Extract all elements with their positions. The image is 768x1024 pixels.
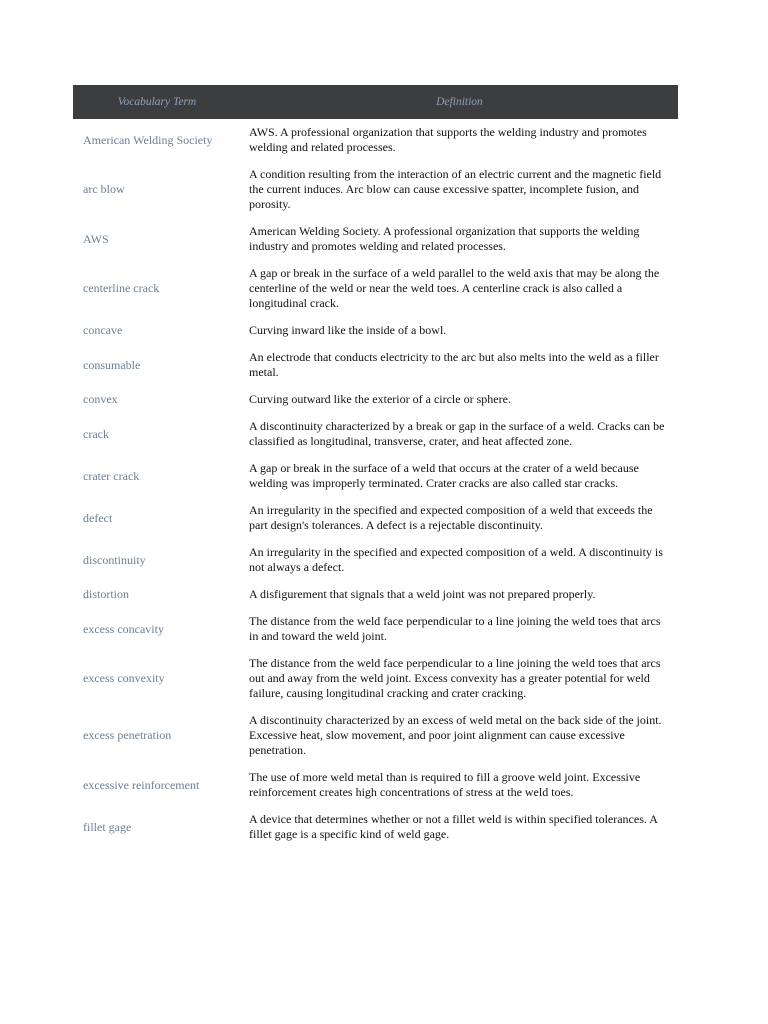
table-row [73,650,678,707]
definition-cell: A disfigurement that signals that a weld joint was not prepared properly. [249,587,596,601]
header-definition: Definition [241,85,678,119]
definition-cell: American Welding Society. A professional organization that supports the welding industry and promotes welding and related processes. [249,224,640,253]
term-cell: distortion [83,587,130,601]
term-cell: excess concavity [83,621,164,636]
term-cell: crater crack [83,468,140,483]
table-row [73,497,678,539]
definition-cell: A device that determines whether or not a fillet weld is within specified tolerances. A fillet gage is a specific kind of weld gage. [249,812,658,841]
table-row [73,539,678,581]
table-row [73,806,678,848]
table-row [73,707,678,764]
term-cell: defect [83,510,113,525]
term-cell: convex [83,392,118,406]
table-row [73,119,678,161]
definition-cell: The distance from the weld face perpendicular to a line joining the weld toes that arcs out and away from the weld joint. Excess convexity has a greater potential for weld failure, causing longitudinal cracking and crater cracking. [249,656,661,700]
term-cell: arc blow [83,182,125,196]
table-row [73,260,678,317]
definition-cell: A gap or break in the surface of a weld parallel to the weld axis that may be along the centerline of the weld or near the weld toes. A centerline crack is also called a longitudinal crack. [249,266,660,310]
definition-cell: An irregularity in the specified and expected composition of a weld. A discontinuity is not always a defect. [249,545,663,574]
term-cell: fillet gage [83,819,132,834]
table-row [73,161,678,218]
term-cell: AWS [83,231,109,246]
definition-cell: A gap or break in the surface of a weld that occurs at the crater of a weld because welding was improperly terminated. Crater cracks are also called star cracks. [249,461,639,490]
table-row [73,344,678,386]
table-row [73,413,678,455]
definition-cell: An electrode that conducts electricity to the arc but also melts into the weld as a filler metal. [249,350,659,379]
term-cell: discontinuity [83,552,146,567]
table-row [73,608,678,650]
term-cell: concave [83,323,123,337]
table-body [73,119,678,848]
table-row [73,218,678,260]
table-row [73,581,678,608]
definition-cell: An irregularity in the specified and expected composition of a weld that exceeds the part design's tolerances. A defect is a rejectable discontinuity. [249,503,653,532]
vocabulary-table [73,85,678,848]
table-row [73,455,678,497]
definition-cell: Curving inward like the inside of a bowl. [249,323,447,337]
definition-cell: A condition resulting from the interaction of an electric current and the magnetic field the current induces. Arc blow can cause excessive spatter, incomplete fusion, and porosity. [249,167,662,211]
definition-cell: A discontinuity characterized by a break or gap in the surface of a weld. Cracks can be classified as longitudinal, transverse, crater, and heat affected zone. [249,419,665,448]
definition-cell: Curving outward like the exterior of a circle or sphere. [249,392,511,406]
definition-cell: A discontinuity characterized by an excess of weld metal on the back side of the joint. Excessive heat, slow movement, and poor joint alignment can cause excessive penetration. [249,713,662,757]
term-cell: American Welding Society [83,132,213,147]
term-cell: consumable [83,357,141,372]
term-cell: crack [83,426,109,441]
header-vocabulary-term: Vocabulary Term [73,85,241,119]
term-cell: excess convexity [83,671,165,685]
term-cell: excess penetration [83,728,172,742]
table-row [73,317,678,344]
definition-cell: The distance from the weld face perpendicular to a line joining the weld toes that arcs in and toward the weld joint. [249,614,661,643]
definition-cell: AWS. A professional organization that supports the welding industry and promotes welding and related processes. [249,125,647,154]
table-header [73,85,678,119]
term-cell: centerline crack [83,281,160,295]
definition-cell: The use of more weld metal than is required to fill a groove weld joint. Excessive reinforcement creates high concentrations of stress at the weld toes. [249,770,641,799]
table-row [73,764,678,806]
term-cell: excessive reinforcement [83,777,200,792]
header-row [73,85,678,119]
table-row [73,386,678,413]
